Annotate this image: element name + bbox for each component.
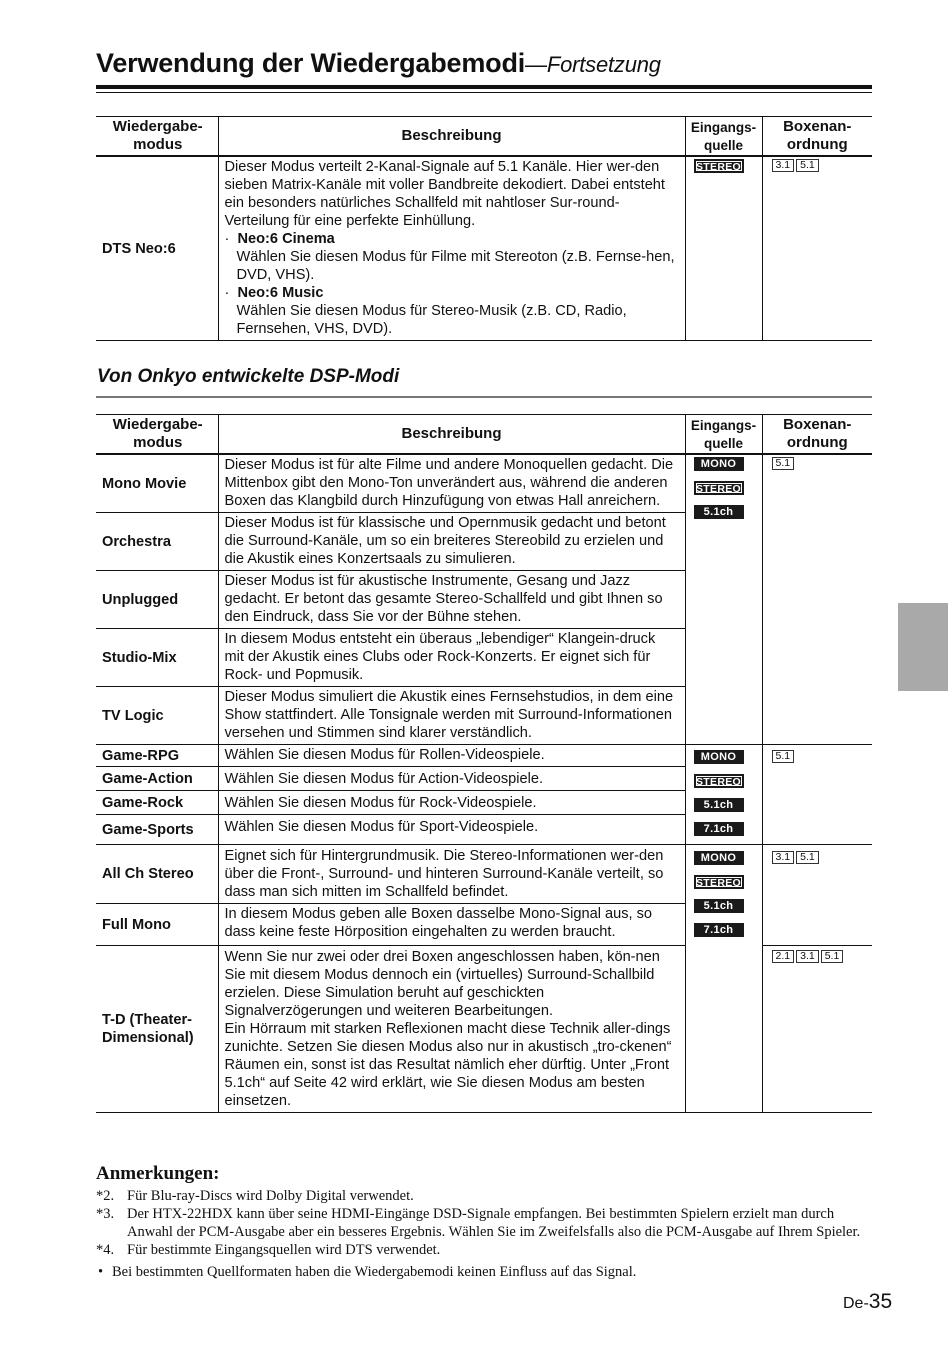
- speaker-cell: [762, 946, 872, 1113]
- page-title-continuation: —Fortsetzung: [525, 52, 661, 77]
- speaker-config: 3.1: [772, 851, 795, 864]
- notes-title: Anmerkungen:: [96, 1163, 220, 1184]
- note-item: [96, 1241, 876, 1259]
- dts-mode-table: [96, 116, 872, 341]
- note-mark: *4.: [96, 1242, 115, 1258]
- bullet-item: · Neo:6 Cinema: [224, 231, 335, 247]
- mode-name: Mono Movie: [96, 454, 218, 513]
- 7-1ch-badge: 7.1ch: [694, 923, 744, 937]
- mode-description: [218, 156, 685, 341]
- note-text: Für bestimmte Eingangsquellen wird DTS verwendet.: [127, 1242, 441, 1258]
- mode-description: Wählen Sie diesen Modus für Action-Videospiele.: [218, 767, 685, 791]
- mode-description: Wählen Sie diesen Modus für Rock-Videospiele.: [218, 791, 685, 815]
- mode-description: Wenn Sie nur zwei oder drei Boxen angeschlossen haben, kön-nen Sie mit diesem Modus dennoch ein (virtuelles) Surround-Schallbild erzielen. Diese Simulation beruht auf geschickten Signalverzögerungen und weiteren Bearbeitungen. Ein Hörraum mit starken Reflexionen macht diese Technik aller-dings zunichte. Setzen Sie diesen Modus also nur in akustisch „tro-ckenen“ Räumen ein, sonst ist das Resultat nämlich eher dürftig. Unter „Front 5.1ch“ auf Seite 42 wird erklärt, wie Sie diesen Modus am besten einsetzen.: [218, 946, 685, 1113]
- mode-name: Game-Action: [96, 767, 218, 791]
- stereo-badge: STEREO: [694, 774, 744, 788]
- page-number-value: 35: [868, 1290, 893, 1313]
- 7-1ch-badge: 7.1ch: [694, 822, 744, 836]
- note-mark: *2.: [96, 1188, 115, 1204]
- page-title: [96, 48, 661, 79]
- mode-description: Eignet sich für Hintergrundmusik. Die Stereo-Informationen wer-den über die Front-, Surround- und hinteren Surround-Kanäle verteilt, so dass man sich mitten im Schallfeld befindet.: [218, 845, 685, 904]
- header-mode: Wiedergabe- modus: [96, 415, 218, 455]
- speaker-config: 3.1: [796, 950, 819, 963]
- 5-1ch-badge: 5.1ch: [694, 505, 744, 519]
- speaker-config: 5.1: [821, 950, 844, 963]
- speaker-cell: [762, 454, 872, 745]
- source-cell: [685, 454, 762, 745]
- section-heading: Von Onkyo entwickelte DSP-Modi: [97, 366, 400, 387]
- speaker-config: 5.1: [772, 457, 795, 470]
- mode-description: In diesem Modus geben alle Boxen dasselbe Mono-Signal aus, so dass keine feste Hörposition eingehalten zu werden braucht.: [218, 904, 685, 946]
- source-cell: [685, 745, 762, 845]
- dts-desc-text: Dieser Modus verteilt 2-Kanal-Signale auf 5.1 Kanäle. Hier wer-den sieben Matrix-Kanäle mit voller Bandbreite dekodiert. Dabei entsteht ein besonders natürliches Schallfeld mit nahtloser Sur-round-Verteilung für eine perfekte Einhüllung.: [224, 159, 665, 229]
- mode-description: In diesem Modus entsteht ein überaus „lebendiger“ Klangein-druck mit der Akustik eines Clubs oder Rock-Konzerts. Er eignet sich für Rock- und Popmusik.: [218, 629, 685, 687]
- note-item: [96, 1263, 876, 1281]
- bullet-text: Wählen Sie diesen Modus für Filme mit Stereoton (z.B. Fernse-hen, DVD, VHS).: [236, 249, 675, 283]
- mode-description: Dieser Modus ist für klassische und Opernmusik gedacht und betont die Surround-Kanäle, um so ein breiteres Stereobild zu erzielen und die Akustik eines Konzertsaals zu simulieren.: [218, 513, 685, 571]
- note-mark: *3.: [96, 1206, 115, 1222]
- header-source: Eingangs- quelle: [685, 117, 762, 157]
- mode-name: TV Logic: [96, 687, 218, 745]
- mode-name: Game-Rock: [96, 791, 218, 815]
- header-desc: Beschreibung: [218, 117, 685, 157]
- mode-description: Dieser Modus simuliert die Akustik eines Fernsehstudios, in dem eine Show stattfindert. Alle Tonsignale werden mit Surround-Informationen versehen und Stimmen sind klarer verständlich.: [218, 687, 685, 745]
- speaker-cell: [762, 845, 872, 946]
- mono-badge: MONO: [694, 851, 744, 865]
- table-row: [96, 454, 872, 513]
- mono-badge: MONO: [694, 457, 744, 471]
- table-row: [96, 745, 872, 767]
- mode-name: All Ch Stereo: [96, 845, 218, 904]
- page-title-main: Verwendung der Wiedergabemodi: [96, 48, 526, 78]
- mode-name: Game-Sports: [96, 815, 218, 845]
- mode-name: Studio-Mix: [96, 629, 218, 687]
- note-text: Für Blu-ray-Discs wird Dolby Digital verwendet.: [127, 1188, 414, 1204]
- mode-name: Orchestra: [96, 513, 218, 571]
- note-bullet: •: [98, 1264, 104, 1280]
- note-item: [96, 1187, 876, 1205]
- 5-1ch-badge: 5.1ch: [694, 798, 744, 812]
- speaker-config: 5.1: [796, 159, 819, 172]
- table-header-row: [96, 117, 872, 157]
- bullet-title: Neo:6 Cinema: [237, 231, 335, 247]
- mode-name: Unplugged: [96, 571, 218, 629]
- mode-description: Dieser Modus ist für alte Filme und andere Monoquellen gedacht. Die Mittenbox gibt den Mono-Ton unverändert aus, während die anderen Boxen das Klangbild durch Hinzufügung von etwas Hall anreichern.: [218, 454, 685, 513]
- dsp-mode-table: [96, 414, 872, 1113]
- header-speaker: Boxenan- ordnung: [762, 117, 872, 157]
- mode-name: Game-RPG: [96, 745, 218, 767]
- header-source: Eingangs- quelle: [685, 415, 762, 455]
- stereo-badge: STEREO: [694, 481, 744, 495]
- header-mode: Wiedergabe- modus: [96, 117, 218, 157]
- speaker-config: 3.1: [772, 159, 795, 172]
- page-number: [843, 1290, 892, 1314]
- header-speaker: Boxenan- ordnung: [762, 415, 872, 455]
- header-desc: Beschreibung: [218, 415, 685, 455]
- bullet-title: Neo:6 Music: [237, 285, 324, 301]
- bullet-item: · Neo:6 Music: [224, 285, 324, 301]
- speaker-config: 2.1: [772, 950, 795, 963]
- notes-list: [96, 1187, 876, 1281]
- table-row: [96, 845, 872, 904]
- mode-description: Wählen Sie diesen Modus für Rollen-Videospiele.: [218, 745, 685, 767]
- mode-name: T-D (Theater- Dimensional): [96, 946, 218, 1113]
- source-cell: [685, 845, 762, 1113]
- stereo-badge: STEREO: [694, 159, 744, 173]
- note-item: [96, 1205, 876, 1241]
- title-rule-thin: [96, 92, 872, 93]
- title-rule: [96, 85, 872, 89]
- mode-description: Dieser Modus ist für akustische Instrumente, Gesang und Jazz gedacht. Er betont das gesamte Stereo-Schallfeld und gibt Ihnen so den Eindruck, dass Sie vor der Bühne stehen.: [218, 571, 685, 629]
- section-rule: [96, 396, 872, 398]
- speaker-config: 5.1: [772, 750, 795, 763]
- speaker-cell: [762, 156, 872, 341]
- mono-badge: MONO: [694, 750, 744, 764]
- mode-name: Full Mono: [96, 904, 218, 946]
- note-text: Bei bestimmten Quellformaten haben die Wiedergabemodi keinen Einfluss auf das Signal.: [112, 1264, 637, 1280]
- mode-name: DTS Neo:6: [96, 156, 218, 341]
- stereo-badge: STEREO: [694, 875, 744, 889]
- note-text: Der HTX-22HDX kann über seine HDMI-Eingänge DSD-Signale empfangen. Bei bestimmten Spielern erzielt man durch Anwahl der PCM-Ausgabe aber ein besseres Ergebnis. Wählen Sie im Zweifelsfalls also die PCM-Ausgabe auf Ihrem Spieler.: [127, 1206, 861, 1240]
- speaker-config: 5.1: [796, 851, 819, 864]
- side-tab: [898, 603, 948, 691]
- speaker-cell: [762, 745, 872, 845]
- mode-description: Wählen Sie diesen Modus für Sport-Videospiele.: [218, 815, 685, 845]
- bullet-text: Wählen Sie diesen Modus für Stereo-Musik (z.B. CD, Radio, Fernsehen, VHS, DVD).: [236, 303, 627, 337]
- page-prefix: De-: [843, 1295, 869, 1312]
- source-cell: [685, 156, 762, 341]
- 5-1ch-badge: 5.1ch: [694, 899, 744, 913]
- table-header-row: [96, 415, 872, 455]
- table-row: [96, 156, 872, 341]
